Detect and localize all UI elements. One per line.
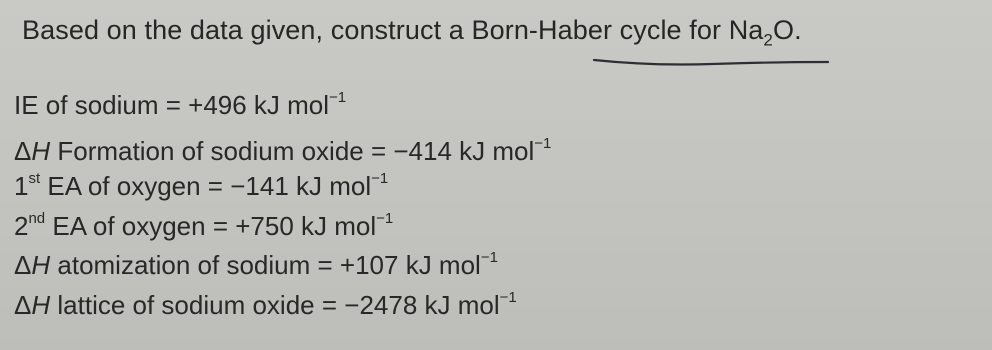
line-unit-sup: −1 xyxy=(534,135,552,153)
line-unit-sup: −1 xyxy=(329,89,347,107)
line-unit-sup: −1 xyxy=(499,289,517,307)
data-line-first-ea xyxy=(14,170,388,202)
data-line-second-ea xyxy=(14,210,393,242)
question-title xyxy=(22,12,802,48)
line-text: EA of oxygen = −141 kJ mol xyxy=(40,171,372,201)
title-suffix: O. xyxy=(772,15,802,45)
line-lead-sup: nd xyxy=(28,210,46,228)
line-lead: 2 xyxy=(14,211,29,241)
title-prefix: Based on the data given, construct a xyxy=(22,15,472,45)
line-lead: 1 xyxy=(14,171,29,201)
line-lead-sup: st xyxy=(28,170,41,188)
line-text: lattice of sodium oxide = −2478 kJ mol xyxy=(50,290,500,320)
line-lead: Δ xyxy=(14,290,32,320)
line-text: EA of oxygen = +750 kJ mol xyxy=(45,211,377,241)
handwritten-underline xyxy=(592,55,832,69)
title-middle: for Na xyxy=(681,15,764,45)
line-text: IE of sodium = +496 kJ mol xyxy=(14,90,330,120)
data-line-atomization-enthalpy xyxy=(14,249,498,281)
line-lead: Δ xyxy=(14,250,32,280)
data-line-formation-enthalpy xyxy=(14,135,551,167)
line-lead: Δ xyxy=(14,136,32,166)
line-unit-sup: −1 xyxy=(371,170,389,188)
line-symbol: H xyxy=(31,290,51,320)
line-symbol: H xyxy=(31,136,51,166)
data-line-lattice-enthalpy xyxy=(14,289,517,321)
data-line-ie-sodium xyxy=(14,89,346,121)
line-unit-sup: −1 xyxy=(376,210,394,228)
line-unit-sup: −1 xyxy=(480,249,498,267)
title-subscript: 2 xyxy=(763,30,773,50)
title-emphasis: Born-Haber cycle xyxy=(471,15,682,45)
line-symbol: H xyxy=(31,250,51,280)
line-text: Formation of sodium oxide = −414 kJ mol xyxy=(50,136,535,166)
line-text: atomization of sodium = +107 kJ mol xyxy=(50,250,481,280)
